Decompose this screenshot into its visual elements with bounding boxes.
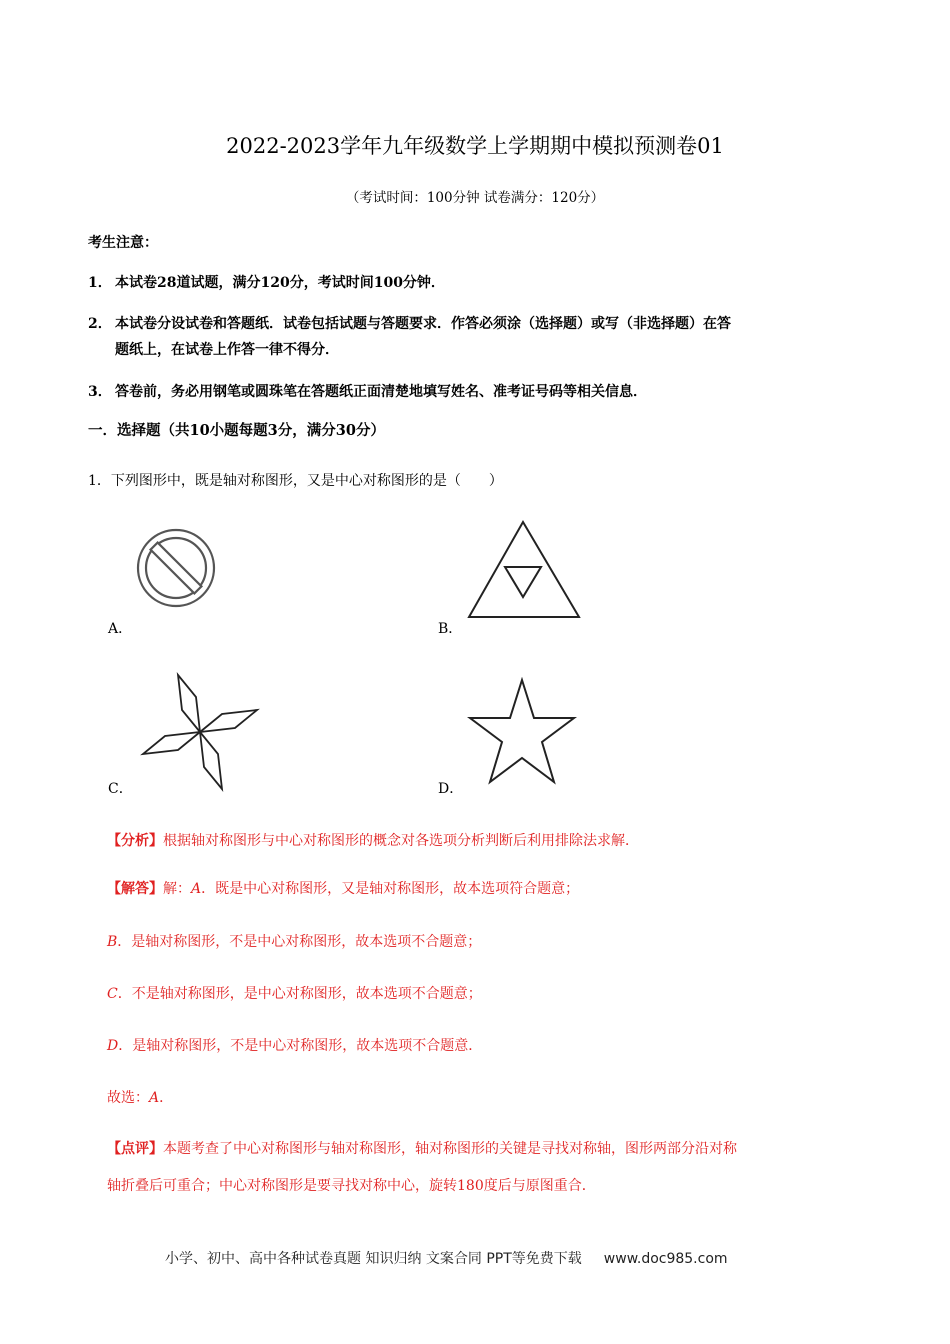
option-a-label: A． — [108, 621, 133, 637]
comment — [107, 1138, 737, 1158]
rule-number: 3． — [88, 384, 112, 400]
notice-rule-2-cont: 题纸上，在试卷上作答一律不得分． — [115, 342, 339, 358]
option-letter: C — [107, 986, 118, 1002]
notice-rule-2 — [88, 313, 731, 333]
rule-number: 1． — [88, 275, 112, 291]
option-d-label: D． — [438, 781, 464, 797]
option-b-label: B． — [438, 621, 463, 637]
triangle-in-triangle-icon — [466, 520, 582, 620]
notice-rule-3 — [88, 381, 647, 401]
notice-rule-1 — [88, 272, 445, 292]
question-1-stem: 1．下列图形中，既是轴对称图形，又是中心对称图形的是（ ） — [88, 473, 503, 489]
no-entry-circle-icon — [135, 527, 217, 609]
choice-suffix: ． — [159, 1090, 174, 1106]
analysis-tag: 【分析】 — [107, 833, 163, 849]
section-heading: 一．选择题（共10小题每题3分，满分30分） — [88, 422, 385, 439]
rule-text: 答卷前，务必用钢笔或圆珠笔在答题纸正面清楚地填写姓名、准考证号码等相关信息． — [115, 384, 647, 400]
option-letter: D — [107, 1038, 119, 1054]
solution-line-c — [107, 983, 482, 1003]
comment-tag: 【点评】 — [107, 1141, 163, 1157]
comment-text: 本题考查了中心对称图形与轴对称图形，轴对称图形的关键是寻找对称轴，图形两部分沿对称 — [163, 1141, 737, 1157]
rule-number: 2． — [88, 316, 112, 332]
comment-cont: 轴折叠后可重合；中心对称图形是要寻找对称中心，旋转180度后与原图重合． — [107, 1178, 596, 1194]
solution-text: ．是轴对称图形，不是中心对称图形，故本选项不合题意； — [117, 934, 482, 950]
exam-info: （考试时间：100分钟 试卷满分：120分） — [345, 190, 605, 206]
pinwheel-icon — [140, 672, 260, 792]
solution-text: ．既是中心对称图形，又是轴对称图形，故本选项符合题意； — [201, 881, 580, 897]
solution-line-d — [107, 1035, 482, 1055]
choice-letter: A — [149, 1090, 160, 1106]
footer — [165, 1248, 728, 1268]
analysis — [107, 830, 639, 850]
choice-prefix: 故选： — [107, 1090, 149, 1106]
option-c-label: C． — [108, 781, 133, 797]
solution-line-a — [107, 878, 579, 898]
option-letter: A — [191, 881, 202, 897]
rule-text: 本试卷分设试卷和答题纸．试卷包括试题与答题要求．作答必须涂（选择题）或写（非选择题）在答 — [115, 316, 731, 332]
solution-prefix: 解： — [163, 881, 191, 897]
final-choice — [107, 1087, 173, 1107]
solution-tag: 【解答】 — [107, 881, 163, 897]
star-icon — [466, 677, 578, 787]
footer-url[interactable]: www.doc985.com — [603, 1251, 728, 1267]
solution-text: ．是轴对称图形，不是中心对称图形，故本选项不合题意． — [118, 1038, 483, 1054]
footer-text: 小学、初中、高中各种试卷真题 知识归纳 文案合同 PPT等免费下载 — [165, 1251, 582, 1267]
rule-text: 本试卷28道试题，满分120分，考试时间100分钟． — [115, 275, 445, 291]
solution-line-b — [107, 931, 481, 951]
notice-heading: 考生注意： — [88, 235, 158, 251]
analysis-text: 根据轴对称图形与中心对称图形的概念对各选项分析判断后利用排除法求解． — [163, 833, 639, 849]
option-letter: B — [107, 934, 118, 950]
solution-text: ．不是轴对称图形，是中心对称图形，故本选项不合题意； — [117, 986, 482, 1002]
page-title: 2022-2023学年九年级数学上学期期中模拟预测卷01 — [226, 134, 724, 158]
